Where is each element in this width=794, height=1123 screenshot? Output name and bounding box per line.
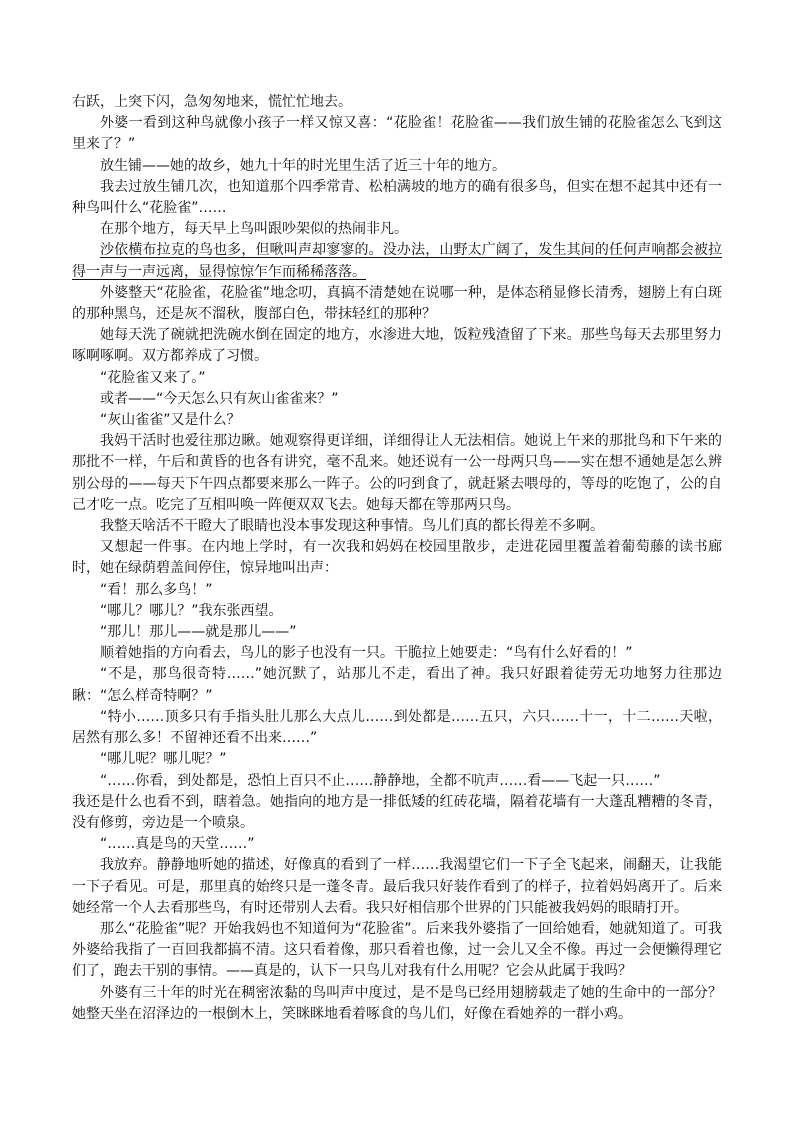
paragraph: 放生铺——她的故乡，她九十年的时光里生活了近三十年的地方。 — [100, 157, 506, 174]
paragraph: “不是，那鸟很奇特……”她沉默了，站那儿不走，看出了神。我只好跟着徒劳无功地努力往那边瞅：“怎么样奇特啊？” — [72, 666, 722, 704]
paragraph: 外婆有三十年的时光在稠密浓黏的鸟叫声中度过，是不是鸟已经用翅膀载走了她的生命中的一部分？她整天坐在沼泽边的一根倒木上，笑眯眯地看着啄食的鸟儿们，好像在看她养的一群小鸡。 — [72, 984, 722, 1022]
paragraph: 那么“花脸雀”呢？开始我妈也不知道何为“花脸雀”。后来我外婆指了一回给她看，她就知道了。可我外婆给我指了一百回我都搞不清。这只看着像，那只看着也像，过一会儿又全不像。再过一会便懒得理它们了，跑去干别的事情。——真是的，认下一只鸟儿对我有什么用呢？它会从此属于我吗？ — [72, 920, 722, 980]
paragraph: “花脸雀又来了。” — [100, 369, 206, 386]
paragraph: “……你看，到处都是，恐怕上百只不止……静静地，全都不吭声……看——飞起一只……” — [100, 772, 661, 789]
paragraph: 又想起一件事。在内地上学时，有一次我和妈妈在校园里散步，走进花园里覆盖着葡萄藤的读书廊时，她在绿荫碧盖间停住，惊异地叫出声： — [72, 539, 722, 577]
paragraph: 右跃，上突下闪，急匆匆地来，慌忙忙地去。 — [72, 94, 352, 110]
paragraph: “灰山雀雀”又是什么？ — [100, 412, 241, 429]
paragraph: 在那个地方，每天早上鸟叫跟吵架似的热闹非凡。 — [100, 221, 408, 238]
paragraph: 顺着她指的方向看去，鸟儿的影子也没有一只。干脆拉上她要走：“鸟有什么好看的！” — [100, 645, 633, 662]
paragraph: “那儿！那儿——就是那儿——” — [100, 624, 297, 641]
paragraph: 我还是什么也看不到，瞎着急。她指向的地方是一排低矮的红砖花墙，隔着花墙有一大蓬乱糟糟的冬青，没有修剪，旁边是一个喷泉。 — [72, 793, 722, 831]
paragraph: 外婆一看到这种鸟就像小孩子一样又惊又喜：“花脸雀！花脸雀——我们放生铺的花脸雀怎么飞到这里来了？” — [72, 115, 722, 153]
paragraph: “哪儿？哪儿？”我东张西望。 — [100, 602, 283, 619]
paragraph: 她每天洗了碗就把洗碗水倒在固定的地方，水渗进大地，饭粒残渣留了下来。那些鸟每天去那里努力啄啊啄啊。双方都养成了习惯。 — [72, 327, 722, 365]
paragraph: 我去过放生铺几次，也知道那个四季常青、松柏满坡的地方的确有很多鸟，但实在想不起其中还有一种鸟叫什么“花脸雀”…… — [72, 178, 722, 217]
paragraph: 或者——“今天怎么只有灰山雀雀来？” — [100, 390, 339, 407]
underlined-paragraph: 沙依横布拉克的鸟也多，但啾叫声却寥寥的。没办法，山野太广阔了，发生其间的任何声响都会被拉得一声与一声远离，显得惊惊乍乍而稀稀落落。 — [72, 242, 722, 280]
paragraph: “看！那么多鸟！” — [100, 581, 213, 598]
paragraph: “特小……顶多只有手指头肚儿那么大点儿……到处都是……五只，六只……十一，十二……天啦，居然有那么多！不留神还看不出来……” — [72, 708, 722, 747]
paragraph: 我整天啥活不干瞪大了眼睛也没本事发现这种事情。鸟儿们真的都长得差不多啊。 — [100, 518, 604, 535]
paragraph: “哪儿呢？哪儿呢？” — [100, 751, 227, 768]
document-body — [72, 92, 722, 1025]
paragraph: 外婆整天“花脸雀，花脸雀”地念叨，真搞不清楚她在说哪一种，是体态稍显修长清秀，翅膀上有白斑的那种黑鸟，还是灰不溜秋，腹部白色，带抹轻红的那种？ — [72, 284, 722, 323]
paragraph: 我放弃。静静地听她的描述，好像真的看到了一样……我渴望它们一下子全飞起来，闹翻天，让我能一下子看见。可是，那里真的始终只是一蓬冬青。最后我只好装作看到了的样子，拉着妈妈离开了。后来她经常一个人去看那些鸟，有时还带别人去看。我只好相信那个世界的门只能被我妈妈的眼睛打开。 — [72, 857, 722, 916]
paragraph: 我妈干活时也爱往那边瞅。她观察得更详细，详细得让人无法相信。她说上午来的那批鸟和下午来的那批不一样，午后和黄昏的也各有讲究，毫不乱来。她还说有一公一母两只鸟——实在想不通她是怎么辨别公母的——每天下午四点都要来那么一阵子。公的叼到食了，就赶紧去喂母的，等母的吃饱了，公的自己才吃一点。吃完了互相叫唤一阵便双双飞去。她每天都在等那两只鸟。 — [72, 433, 722, 513]
paragraph: “……真是鸟的天堂……” — [100, 836, 255, 853]
